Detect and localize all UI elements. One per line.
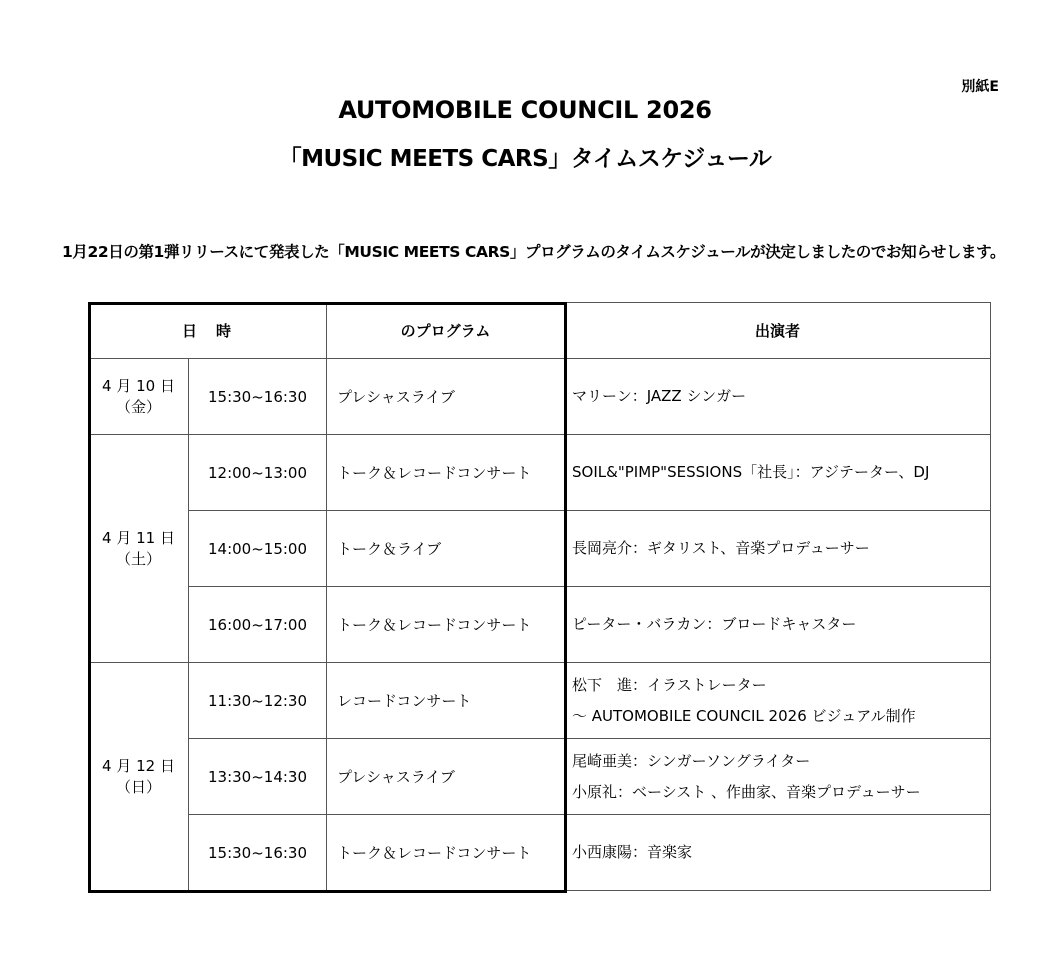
page-title: AUTOMOBILE COUNCIL 2026 [338,96,712,124]
program-cell: トーク＆レコードコンサート [327,587,565,663]
performer-cell: 小西康陽：音楽家 [565,815,991,891]
table-row [89,435,991,511]
time-cell: 11:30~12:30 [189,663,327,739]
program-cell: トーク＆ライブ [327,511,565,587]
date-cell: 4 月 10 日 （金） [89,359,189,435]
table-row [89,587,991,663]
performer-cell: マリーン：JAZZ シンガー [565,359,991,435]
time-cell: 13:30~14:30 [189,739,327,815]
time-cell: 16:00~17:00 [189,587,327,663]
table-header-row [89,303,991,359]
header-datetime: 日 時 [89,303,327,359]
intro-paragraph: 1月22日の第1弾リリースにて発表した「MUSIC MEETS CARS」プログラムのタイムスケジュールが決定しましたのでお知らせします。 [62,243,1006,261]
performer-cell: ピーター・バラカン：ブロードキャスター [565,587,991,663]
header-program: のプログラム [327,303,565,359]
table-row [89,511,991,587]
header-performers: 出演者 [565,303,991,359]
performer-cell: 尾崎亜美：シンガーソングライター 小原礼：ベーシスト 、作曲家、音楽プロデューサー [565,739,991,815]
performer-cell: SOIL&"PIMP"SESSIONS「社長」：アジテーター、DJ [565,435,991,511]
program-cell: トーク＆レコードコンサート [327,435,565,511]
table-row [89,815,991,891]
program-cell: トーク＆レコードコンサート [327,815,565,891]
date-cell: 4 月 12 日 （日） [89,663,189,891]
program-cell: レコードコンサート [327,663,565,739]
time-cell: 15:30~16:30 [189,359,327,435]
performer-cell: 長岡亮介：ギタリスト、音楽プロデューサー [565,511,991,587]
time-cell: 12:00~13:00 [189,435,327,511]
table-row [89,359,991,435]
table-row [89,739,991,815]
time-cell: 14:00~15:00 [189,511,327,587]
performer-cell: 松下 進：イラストレーター ～ AUTOMOBILE COUNCIL 2026 ビジュアル制作 [565,663,991,739]
time-cell: 15:30~16:30 [189,815,327,891]
annex-label: 別紙E [961,79,999,95]
program-cell: プレシャスライブ [327,739,565,815]
date-cell: 4 月 11 日 （土） [89,435,189,663]
schedule-table [88,302,991,891]
page-subtitle: 「MUSIC MEETS CARS」タイムスケジュール [278,146,772,172]
program-cell: プレシャスライブ [327,359,565,435]
table-row [89,663,991,739]
